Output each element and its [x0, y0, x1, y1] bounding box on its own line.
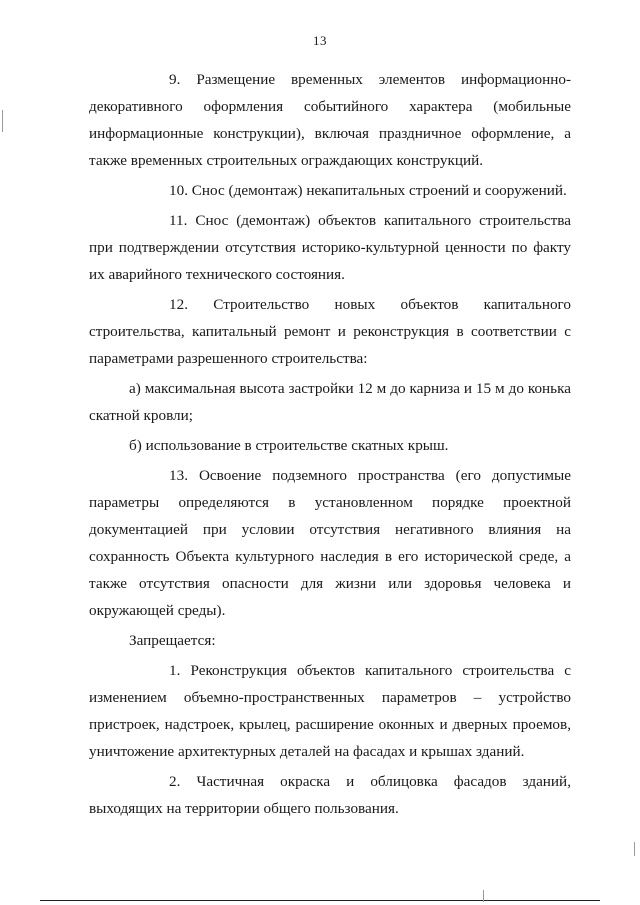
paragraph-12: [89, 291, 571, 372]
paragraph-text: Размещение временных элементов информационно-декоративного оформления событийного характера (мобильные информационные конструкции), включая праздничное оформление, а также временных строительных ограждающих конструкций.: [89, 71, 572, 169]
paragraph-text: Реконструкция объектов капитального строительства с изменением объемно-пространственных параметров – устройство пристроек, надстроек, крылец, расширение оконных и дверных проемов, уничтожение архитектурных деталей на фасадах и крышах зданий.: [89, 662, 571, 760]
subitem-a: [89, 375, 571, 429]
scan-edge-mark: [483, 890, 484, 902]
paragraph-number: 13.: [169, 467, 188, 484]
paragraph-number: 12.: [169, 296, 188, 313]
paragraph-number: 1.: [169, 662, 181, 679]
paragraph-text: Запрещается:: [129, 632, 216, 649]
page-number: 13: [313, 33, 327, 48]
paragraph-13: [89, 462, 571, 624]
scan-edge-mark: [634, 842, 635, 856]
paragraph-text: Освоение подземного пространства (его допустимые параметры определяются в установленном порядке проектной документацией при условии отсутствия негативного влияния на сохранность Объекта культурного наследия в его исторической среде, а также отсутствия опасности для жизни или здоровья человека и окружающей среды).: [89, 467, 571, 619]
paragraph-9: [89, 66, 571, 174]
paragraph-text: Снос (демонтаж) объектов капитального строительства при подтверждении отсутствия историко-культурной ценности по факту их аварийного технического состояния.: [89, 212, 572, 283]
paragraph-10: [89, 177, 571, 204]
paragraph-number: 2.: [169, 773, 181, 790]
prohibited-item-2: [89, 768, 571, 822]
document-body: [89, 66, 571, 822]
paragraph-number: 9.: [169, 71, 181, 88]
subitem-b: [89, 432, 571, 459]
paragraph-text: Частичная окраска и облицовка фасадов зданий, выходящих на территории общего пользования.: [89, 773, 571, 817]
paragraph-text: а) максимальная высота застройки 12 м до карниза и 15 м до конька скатной кровли;: [89, 380, 571, 424]
paragraph-number: 10.: [169, 182, 188, 199]
paragraph-text: Строительство новых объектов капитального строительства, капитальный ремонт и реконструкция в соответствии с параметрами разрешенного строительства:: [89, 296, 571, 367]
paragraph-number: 11.: [169, 212, 188, 229]
paragraph-11: [89, 207, 571, 288]
prohibited-item-1: [89, 657, 571, 765]
scan-bottom-edge: [40, 900, 600, 901]
scan-edge-mark: [2, 110, 3, 132]
paragraph-text: б) использование в строительстве скатных крыш.: [129, 437, 449, 454]
paragraph-text: Снос (демонтаж) некапитальных строений и сооружений.: [191, 182, 567, 199]
prohibited-heading: [89, 627, 571, 654]
